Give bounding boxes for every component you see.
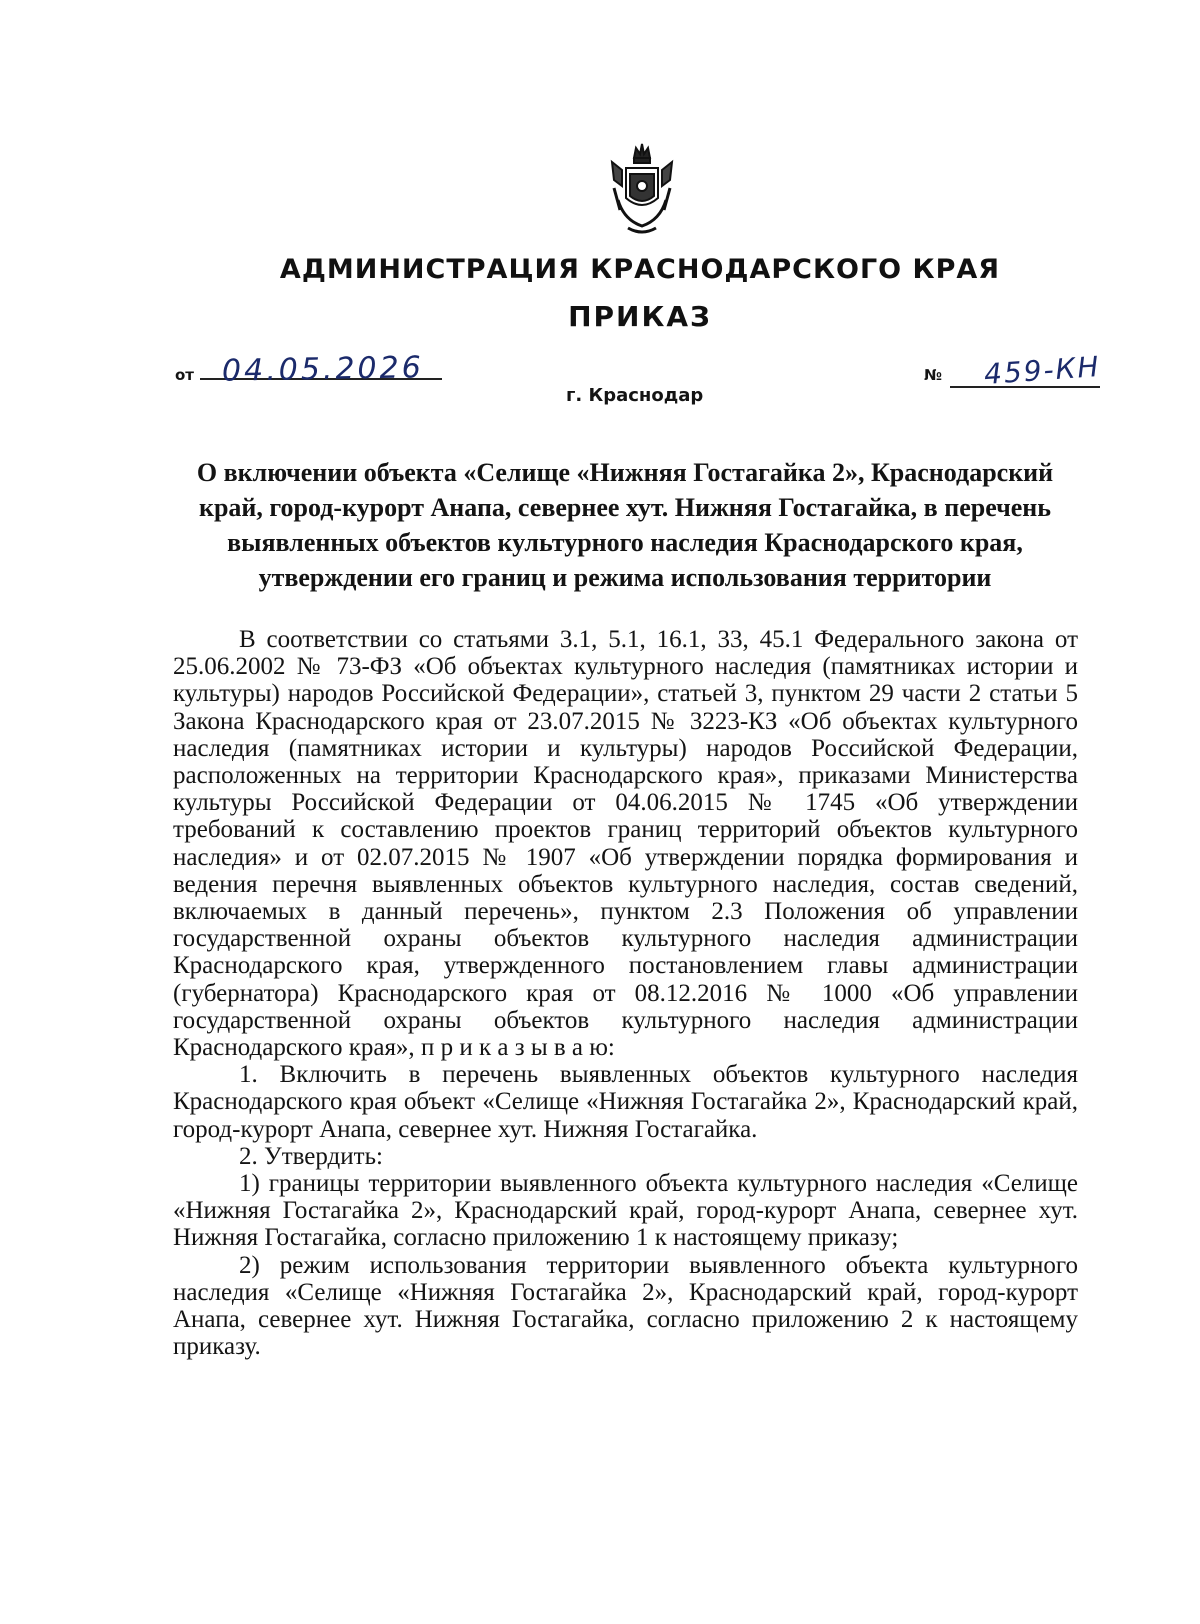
city: г. Краснодар — [566, 385, 704, 406]
order-word: п р и к а з ы в а ю: — [420, 1034, 615, 1062]
number-handwritten: 459-КН — [982, 349, 1102, 392]
date-handwritten: 04.05.2026 — [221, 350, 425, 389]
agency-name: АДМИНИСТРАЦИЯ КРАСНОДАРСКОГО КРАЯ — [279, 254, 1001, 285]
item-2-1: 1) границы территории выявленного объекта культурного наследия «Селище «Нижняя Гостагайка 2», Краснодарский край, город-курорт Анапа, севернее хут. Нижняя Гостагайка, согласно приложению 1 к настоящему приказу; — [173, 1170, 1078, 1252]
date-prefix: от — [175, 366, 194, 384]
document-subject: О включении объекта «Селище «Нижняя Гостагайка 2», Краснодарский край, город-курорт Анапа, севернее хут. Нижняя Гостагайка, в перечень выявленных объектов культурного наследия Краснодарского края, утверждении его границ и режима использования территории — [196, 458, 1054, 592]
document-type: ПРИКАЗ — [568, 300, 712, 333]
item-2-2: 2) режим использования территории выявленного объекта культурного наследия «Селище «Нижняя Гостагайка 2», Краснодарский край, город-курорт Анапа, севернее хут. Нижняя Гостагайка, согласно приложению 2 к настоящему приказу. — [173, 1251, 1078, 1361]
preamble-paragraph — [173, 626, 1078, 1061]
coat-of-arms-icon — [604, 140, 680, 240]
number-prefix: № — [924, 366, 943, 384]
preamble-text: В соответствии со статьями 3.1, 5.1, 16.1, 33, 45.1 Федерального закона от 25.06.2002 № 73-ФЗ «Об объектах культурного наследия (памятниках истории и культуры) народов Российской Федерации», статьей 3, пунктом 29 части 2 статьи 5 Закона Краснодарского края от 23.07.2015 № 3223-КЗ «Об объектах культурного наследия (памятниках истории и культуры) народов Российской Федерации, расположенных на территории Краснодарского края», приказами Министерства культуры Российской Федерации от 04.06.2015 № 1745 «Об утверждении требований к составлению проектов границ территорий объектов культурного наследия» и от 02.07.2015 № 1907 «Об утверждении порядка формирования и ведения перечня выявленных объектов культурного наследия, состав сведений, включаемых в данный перечень», пунктом 2.3 Положения об управлении государственной охраны объектов культурного наследия администрации Краснодарского края, утвержденного постановлением главы администрации (губернатора) Краснодарского края от 08.12.2016 № 1000 «Об управлении государственной охраны объектов культурного наследия администрации Краснодарского края», — [173, 626, 1078, 1062]
item-1: 1. Включить в перечень выявленных объектов культурного наследия Краснодарского края объект «Селище «Нижняя Гостагайка 2», Краснодарский край, город-курорт Анапа, севернее хут. Нижняя Гостагайка. — [173, 1061, 1078, 1143]
document-body — [173, 626, 1078, 1360]
item-2: 2. Утвердить: — [239, 1142, 383, 1170]
